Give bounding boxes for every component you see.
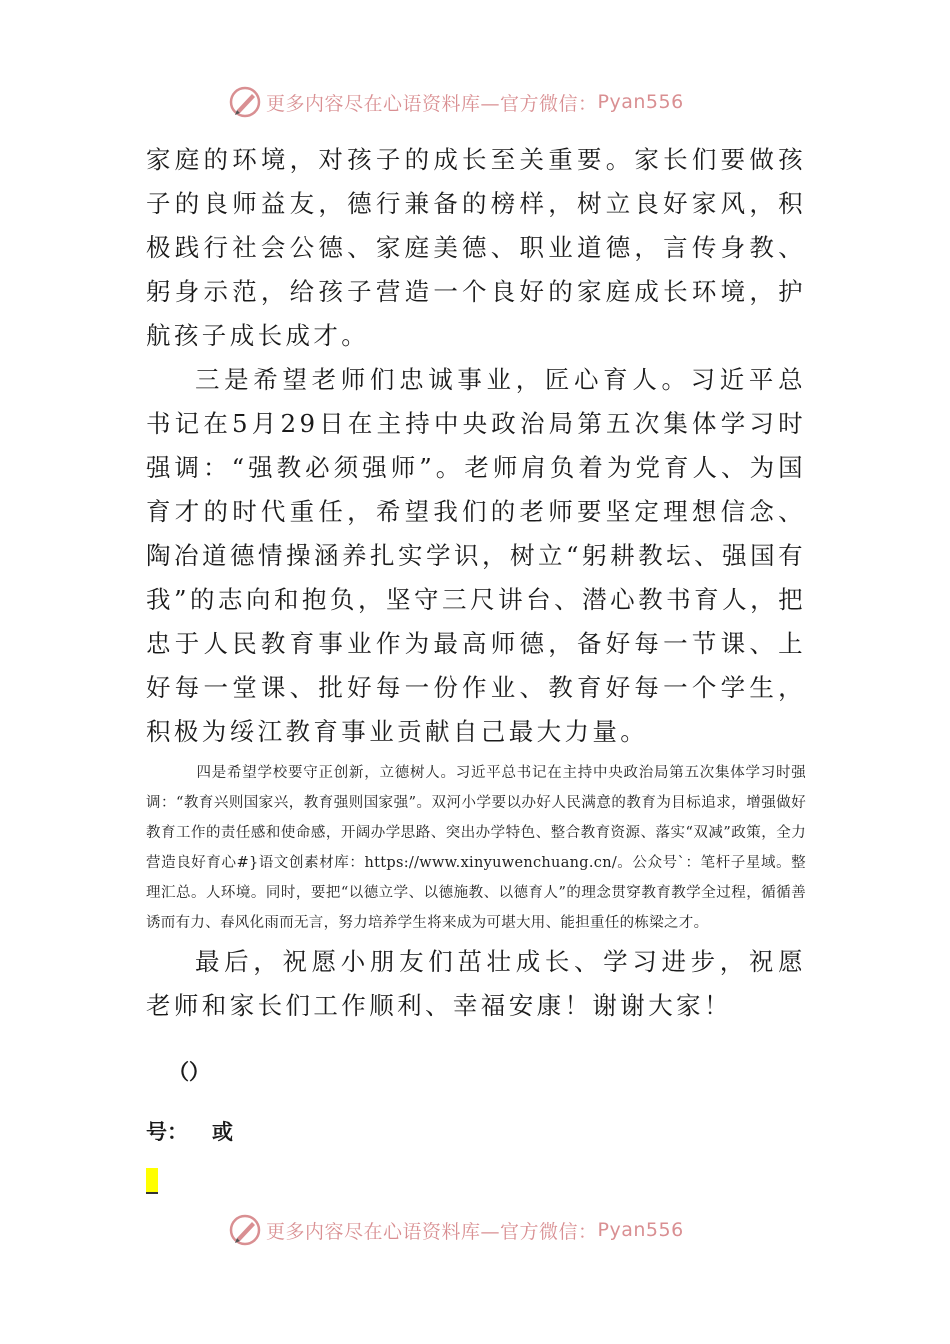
paragraph-3 [146, 758, 806, 938]
paragraph-3-text: 四是希望学校要守正创新，立德树人。习近平总书记在主持中央政治局第五次集体学习时强调：“教育兴则国家兴，教育强则国家强”。双河小学要以办好人民满意的教育为目标追求，增强做好教育工作的责任感和使命感，开阔办学思路、突出办学特色、整合教育资源、落实“双减”政策，全力营造良好育心#}语文创素材库：https://www.xinyuwenchuang.cn/。公众号`：笔杆子星域。整理汇总。人环境。同时，要把“以德立学、以德施教、以德育人”的理念贯穿教育教学全过程，循循善诱而有力、春风化雨而无言，努力培养学生将来成为可堪大用、能担重任的栋梁之才。 [146, 765, 806, 931]
banner-wechat-id: Pyan556 [597, 1219, 684, 1241]
empty-parentheses: （） [168, 1060, 210, 1084]
banner-text: 更多内容尽在心语资料库—官方微信： [266, 1220, 598, 1243]
fragment-char: 或 [212, 1120, 233, 1144]
footer-watermark-banner [228, 1212, 728, 1248]
document-body [146, 138, 806, 1194]
paragraph-2: 三是希望老师们忠诚事业，匠心育人。习近平总书记在5月29日在主持中央政治局第五次集体学习时强调：“强教必须强师”。老师肩负着为党育人、为国育才的时代重任，希望我们的老师要坚定理想信念、陶冶道德情操涵养扎实学识，树立“躬耕教坛、强国有我”的志向和抱负，坚守三尺讲台、潜心教书育人，把忠于人民教育事业作为最高师德，备好每一节课、上好每一堂课、批好每一份作业、教育好每一个学生，积极为绥江教育事业贡献自己最大力量。 [146, 365, 806, 746]
header-watermark-banner [228, 84, 728, 120]
banner-text: 更多内容尽在心语资料库—官方微信： [266, 92, 598, 115]
paragraph-1: 家庭的环境，对孩子的成长至关重要。家长们要做孩子的良师益友，德行兼备的榜样，树立良好家风，积极践行社会公德、家庭美德、职业道德，言传身教、躬身示范，给孩子营造一个良好的家庭成长环境，护航孩子成长成才。 [146, 145, 806, 350]
banner-wechat-id: Pyan556 [597, 91, 684, 113]
highlight-marker [146, 1168, 158, 1194]
fragment-label: 号： [146, 1120, 188, 1144]
logo-icon [228, 85, 262, 119]
fragment-line [146, 1116, 806, 1146]
paragraph-4: 最后，祝愿小朋友们茁壮成长、学习进步，祝愿老师和家长们工作顺利、幸福安康！谢谢大家！ [146, 947, 806, 1020]
logo-icon [228, 1213, 262, 1247]
